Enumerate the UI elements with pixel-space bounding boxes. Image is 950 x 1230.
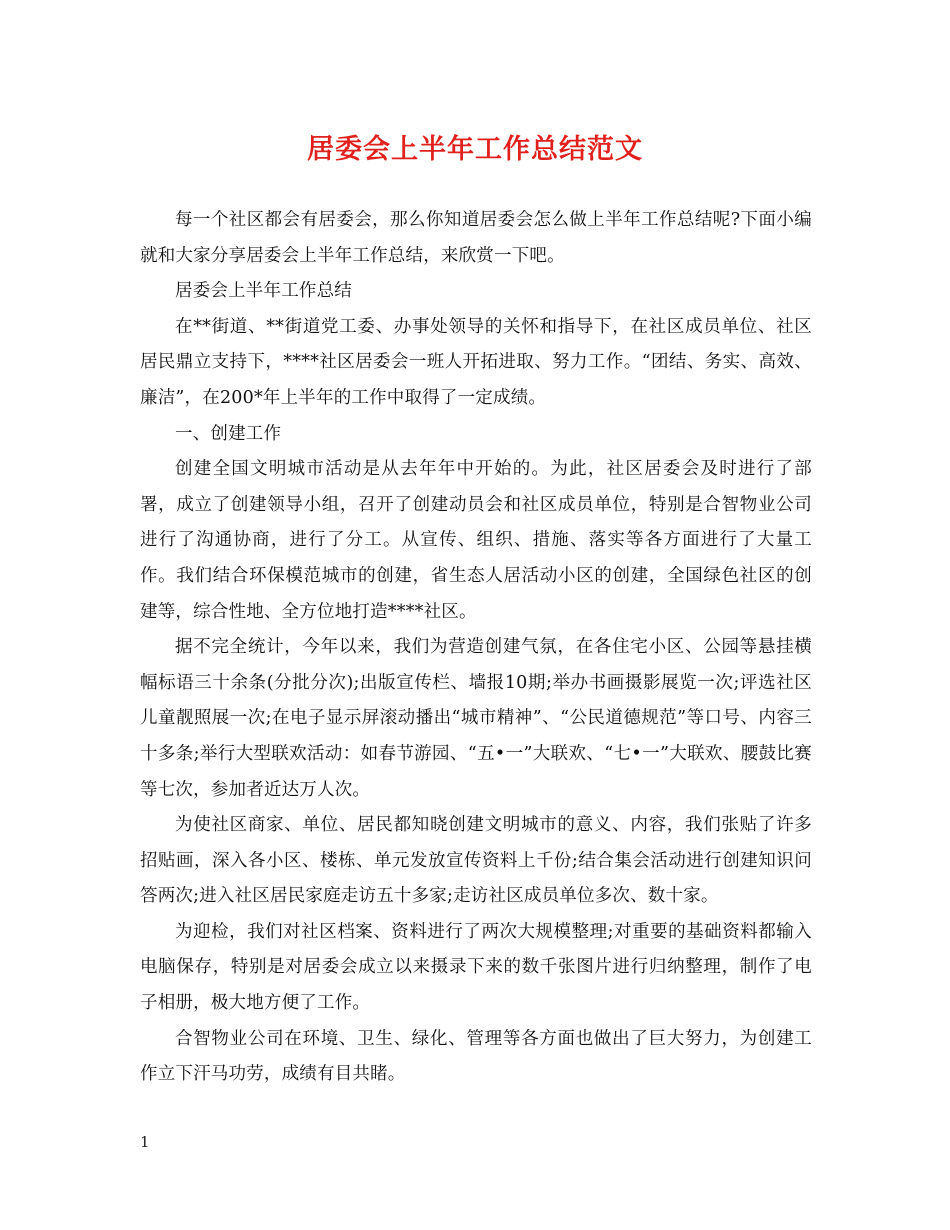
section-heading-summary: 居委会上半年工作总结 [175,281,352,302]
inspection-paragraph: 为迎检，我们对社区档案、资料进行了两次大规模整理;对重要的基础资料都输入电脑保存，特别是对居委会成立以来摄录下来的数千张图片进行归纳整理，制作了电子相册，极大地方便了工作。 [140,921,812,1014]
document-title: 居委会上半年工作总结范文 [307,134,643,165]
intro-paragraph: 每一个社区都会有居委会，那么你知道居委会怎么做上半年工作总结呢?下面小编就和大家分享居委会上半年工作总结，来欣赏一下吧。 [140,210,812,266]
page-number: 1 [140,1133,150,1151]
statistics-paragraph: 据不完全统计，今年以来，我们为营造创建气氛，在各住宅小区、公园等悬挂横幅标语三十余条(分批分次);出版宣传栏、墙报10期;举办书画摄影展览一次;评选社区儿童靓照展一次;在电子显示屏滚动播出“城市精神”、“公民道德规范”等口号、内容三十多条;举行大型联欢活动：如春节游园、“五•一”大联欢、“七•一”大联欢、腰鼓比赛等七次，参加者近达万人次。 [140,637,812,800]
creation-work-paragraph: 创建全国文明城市活动是从去年年中开始的。为此，社区居委会及时进行了部署，成立了创建领导小组，召开了创建动员会和社区成员单位，特别是合智物业公司进行了沟通协商，进行了分工。从宣传、组织、措施、落实等各方面进行了大量工作。我们结合环保模范城市的创建，省生态人居活动小区的创建，全国绿色社区的创建等，综合性地、全方位地打造****社区。 [140,459,812,622]
overview-paragraph: 在**街道、**街道党工委、办事处领导的关怀和指导下，在社区成员单位、社区居民鼎立支持下，****社区居委会一班人开拓进取、努力工作。“团结、务实、高效、廉洁”，在200*年上半年的工作中取得了一定成绩。 [140,316,812,408]
section-heading-creation-work: 一、创建工作 [175,423,282,444]
document-body [140,203,812,1093]
publicity-paragraph: 为使社区商家、单位、居民都知晓创建文明城市的意义、内容，我们张贴了许多招贴画，深入各小区、楼栋、单元发放宣传资料上千份;结合集会活动进行创建知识问答两次;进入社区居民家庭走访五十多家;走访社区成员单位多次、数十家。 [140,815,812,907]
property-company-paragraph: 合智物业公司在环境、卫生、绿化、管理等各方面也做出了巨大努力，为创建工作立下汗马功劳，成绩有目共睹。 [140,1028,812,1085]
